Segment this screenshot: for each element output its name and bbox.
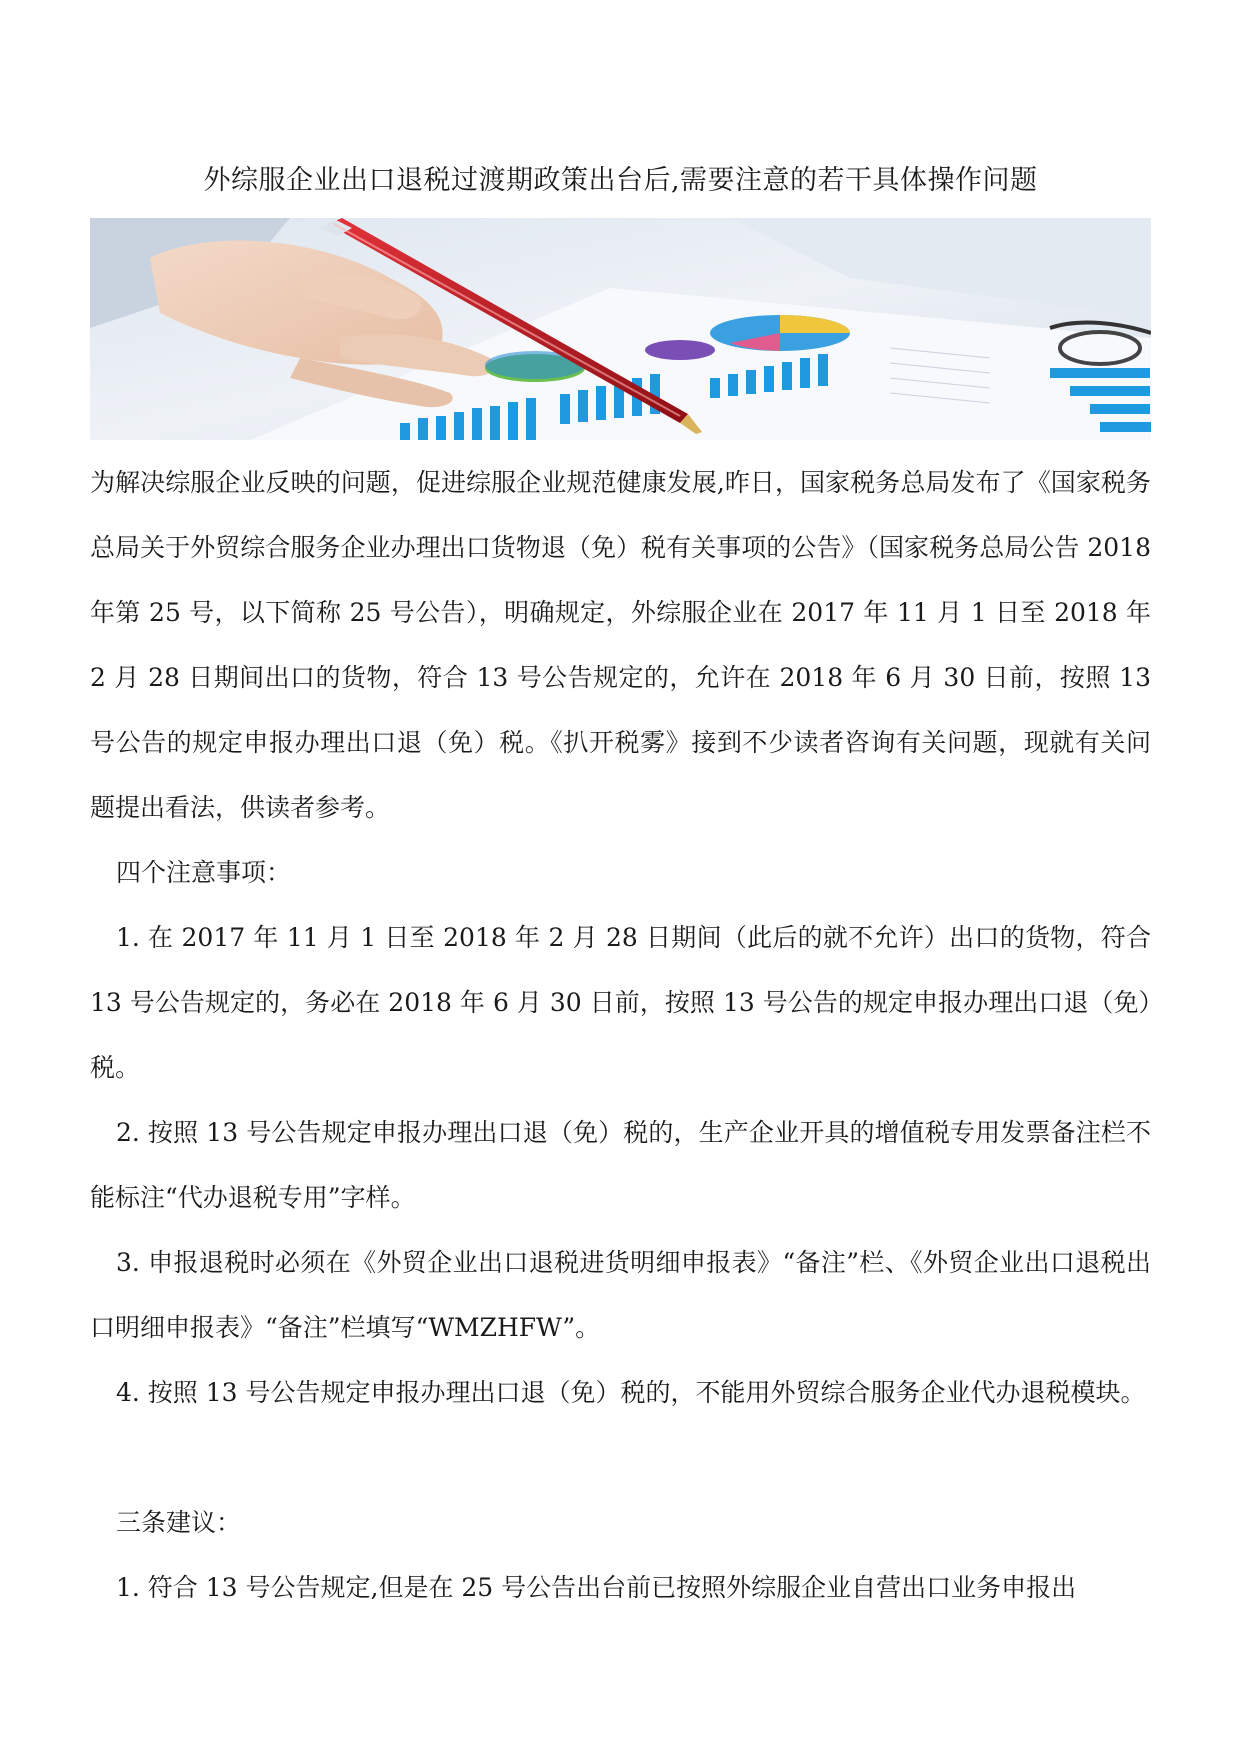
section-heading-notes: 四个注意事项：	[116, 858, 292, 887]
document-title: 外综服企业出口退税过渡期政策出台后,需要注意的若干具体操作问题	[203, 165, 1038, 196]
note-item-4: 4. 按照 13 号公告规定申报办理出口退（免）税的，不能用外贸综合服务企业代办退税模块。	[116, 1378, 1146, 1407]
intro-paragraph: 为解决综服企业反映的问题，促进综服企业规范健康发展,昨日，国家税务总局发布了《国家税务总局关于外贸综合服务企业办理出口货物退（免）税有关事项的公告》（国家税务总局公告 2018 年第 25 号，以下简称 25 号公告），明确规定，外综服企业在 2017 年 11 月 1 日至 2018 年 2 月 28 日期间出口的货物，符合 13 号公告规定的，允许在 2018 年 6 月 30 日前，按照 13 号公告的规定申报办理出口退（免）税。《扒开税雾》接到不少读者咨询有关问题，现就有关问题提出看法，供读者参考。	[90, 468, 1151, 822]
banner-image	[90, 218, 1151, 440]
note-item-1: 1. 在 2017 年 11 月 1 日至 2018 年 2 月 28 日期间（此后的就不允许）出口的货物，符合 13 号公告规定的，务必在 2018 年 6 月 30 日前，按照 13 号公告的规定申报办理出口退（免）税。	[90, 923, 1151, 1082]
suggestion-item-1: 1. 符合 13 号公告规定,但是在 25 号公告出台前已按照外综服企业自营出口业务申报出	[116, 1573, 1077, 1602]
note-item-3: 3. 申报退税时必须在《外贸企业出口退税进货明细申报表》“备注”栏、《外贸企业出口退税出口明细申报表》“备注”栏填写“WMZHFW”。	[90, 1248, 1151, 1342]
section-heading-suggestions: 三条建议：	[116, 1508, 242, 1537]
note-item-2: 2. 按照 13 号公告规定申报办理出口退（免）税的，生产企业开具的增值税专用发票备注栏不能标注“代办退税专用”字样。	[90, 1118, 1151, 1212]
